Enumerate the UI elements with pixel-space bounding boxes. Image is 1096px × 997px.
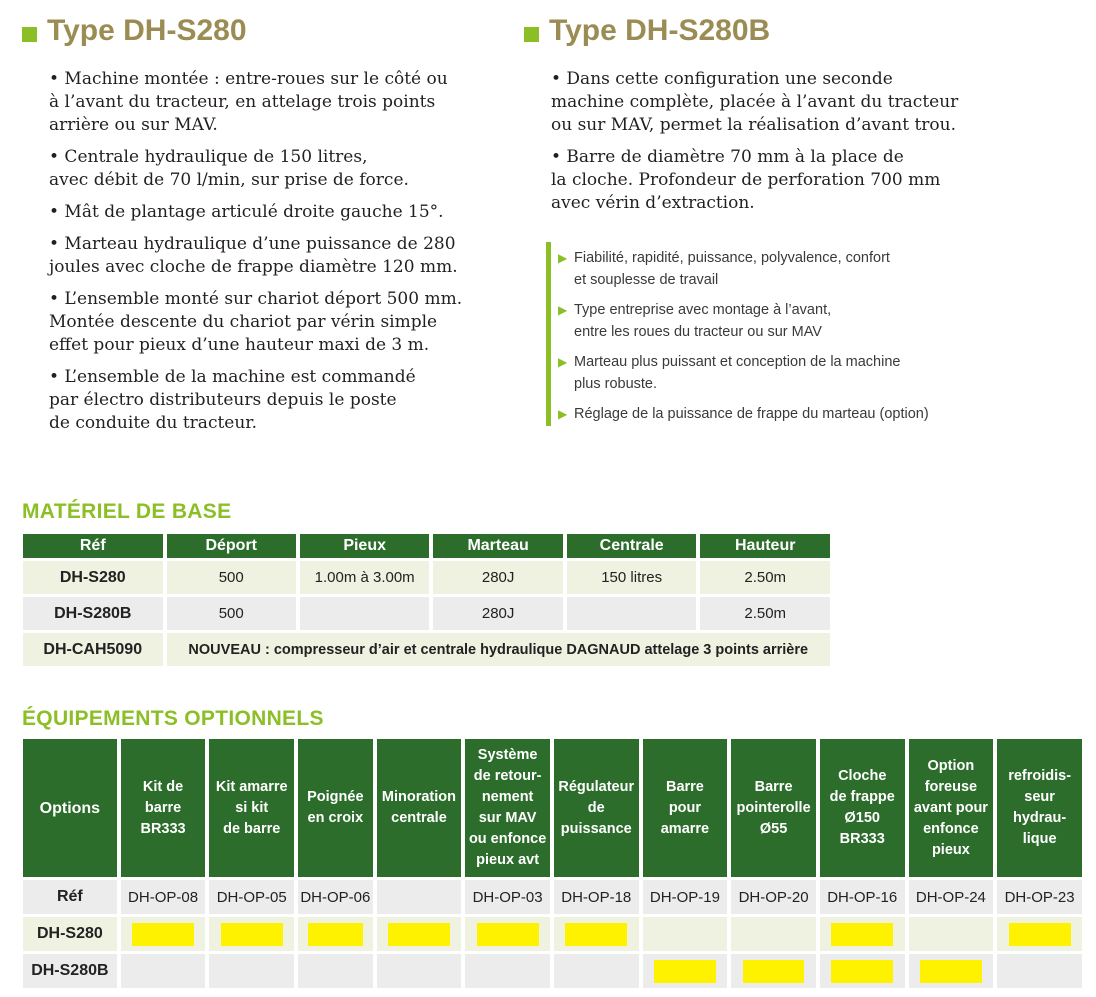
green-square-icon bbox=[22, 27, 37, 42]
highlight-text bbox=[574, 299, 831, 343]
option-cell bbox=[997, 917, 1082, 951]
option-ref-cell: DH-OP-23 bbox=[997, 880, 1082, 914]
option-header-line: Kit amarre bbox=[215, 778, 288, 795]
highlights-list bbox=[558, 247, 1078, 433]
highlight-text bbox=[574, 403, 929, 425]
availability-marker bbox=[831, 960, 893, 983]
availability-marker bbox=[477, 923, 539, 946]
option-cell bbox=[643, 917, 728, 951]
triangle-right-icon: ▶ bbox=[558, 251, 568, 265]
feature-paragraph-line: Montée descente du chariot par vérin simple bbox=[49, 312, 438, 332]
option-header-cell bbox=[377, 739, 462, 877]
table-row bbox=[23, 561, 830, 594]
triangle-right-icon: ▶ bbox=[558, 355, 568, 369]
option-cell bbox=[298, 954, 373, 988]
option-cell bbox=[820, 917, 905, 951]
feature-paragraph bbox=[551, 68, 1084, 137]
option-cell bbox=[377, 917, 462, 951]
option-header-line: amarre bbox=[660, 820, 710, 837]
feature-paragraph-line: avec vérin d’extraction. bbox=[551, 193, 755, 213]
left-paragraphs bbox=[22, 68, 492, 435]
row-ref: DH-S280 bbox=[23, 561, 163, 594]
table-cell bbox=[300, 597, 429, 630]
option-header-cell bbox=[820, 739, 905, 877]
feature-paragraph-line: ou sur MAV, permet la réalisation d’avant trou. bbox=[551, 115, 957, 135]
highlight-line: Fiabilité, rapidité, puissance, polyvalence, confort bbox=[574, 250, 890, 266]
feature-paragraph-line: à l’avant du tracteur, en attelage trois points bbox=[49, 92, 436, 112]
option-cell bbox=[554, 954, 639, 988]
base-header-row bbox=[23, 534, 830, 558]
option-header-line: Barre bbox=[754, 778, 793, 795]
table-cell: 500 bbox=[167, 561, 296, 594]
option-cell bbox=[465, 954, 550, 988]
option-header-cell bbox=[554, 739, 639, 877]
option-cell bbox=[997, 954, 1082, 988]
feature-paragraph-line: joules avec cloche de frappe diamètre 120 mm. bbox=[49, 257, 458, 277]
option-ref-cell: DH-OP-20 bbox=[731, 880, 816, 914]
table-row bbox=[23, 597, 830, 630]
option-header-line: pointerolle bbox=[736, 799, 811, 816]
option-header-cell bbox=[209, 739, 294, 877]
option-cell bbox=[121, 917, 206, 951]
options-title: ÉQUIPEMENTS OPTIONNELS bbox=[22, 707, 324, 730]
option-header-line: nement bbox=[481, 789, 534, 805]
option-cell bbox=[377, 954, 462, 988]
base-header-cell: Réf bbox=[23, 534, 163, 558]
highlight-line: Réglage de la puissance de frappe du marteau (option) bbox=[574, 406, 929, 422]
triangle-right-icon: ▶ bbox=[558, 407, 568, 421]
table-cell: 1.00m à 3.00m bbox=[300, 561, 429, 594]
option-header-line: Ø150 bbox=[844, 810, 880, 826]
option-header-line: de barre bbox=[223, 820, 281, 837]
option-header-cell bbox=[909, 739, 994, 877]
base-equipment-title: MATÉRIEL DE BASE bbox=[22, 500, 232, 523]
options-header-label bbox=[23, 739, 117, 877]
feature-paragraph-line: • Centrale hydraulique de 150 litres, bbox=[49, 147, 368, 167]
option-header-line: refroidis- bbox=[1008, 768, 1072, 784]
table-row bbox=[23, 917, 1082, 951]
option-cell bbox=[121, 954, 206, 988]
feature-paragraph bbox=[551, 146, 1084, 215]
highlight-item bbox=[558, 247, 1078, 291]
base-header-cell: Centrale bbox=[567, 534, 697, 558]
option-header-line: pieux avt bbox=[476, 852, 540, 868]
option-header-line: avant pour bbox=[913, 799, 988, 816]
row-ref: DH-CAH5090 bbox=[23, 633, 163, 666]
right-title: Type DH-S280B bbox=[524, 14, 1084, 48]
feature-paragraph bbox=[49, 233, 492, 279]
option-header-cell bbox=[298, 739, 373, 877]
feature-paragraph-line: • Marteau hydraulique d’une puissance de 280 bbox=[49, 234, 456, 254]
availability-marker bbox=[221, 923, 283, 946]
option-header-line: Minoration bbox=[381, 789, 456, 805]
triangle-right-icon: ▶ bbox=[558, 303, 568, 317]
option-cell bbox=[554, 917, 639, 951]
row-ref: DH-S280B bbox=[23, 597, 163, 630]
availability-marker bbox=[388, 923, 450, 946]
feature-paragraph-line: arrière ou sur MAV. bbox=[49, 115, 218, 135]
availability-marker bbox=[565, 923, 627, 946]
option-cell bbox=[820, 954, 905, 988]
feature-paragraph bbox=[49, 146, 492, 192]
option-header-line: enfonce bbox=[923, 820, 979, 837]
option-header-line: Régulateur bbox=[558, 778, 635, 795]
row-ref: DH-S280B bbox=[23, 954, 117, 988]
availability-marker bbox=[132, 923, 194, 946]
option-header-line: pieux bbox=[931, 841, 970, 858]
table-cell bbox=[567, 597, 697, 630]
feature-paragraph bbox=[49, 201, 492, 224]
availability-marker bbox=[743, 960, 805, 983]
availability-marker bbox=[831, 923, 893, 946]
feature-paragraph-line: • Mât de plantage articulé droite gauche 15°. bbox=[49, 202, 444, 222]
row-ref: Réf bbox=[23, 880, 117, 914]
option-header-line: centrale bbox=[391, 810, 447, 826]
option-ref-cell: DH-OP-18 bbox=[554, 880, 639, 914]
highlight-text bbox=[574, 247, 890, 291]
feature-paragraph bbox=[49, 68, 492, 137]
highlight-item bbox=[558, 299, 1078, 343]
table-row bbox=[23, 633, 830, 666]
row-ref: DH-S280 bbox=[23, 917, 117, 951]
feature-paragraph-line: effet pour pieux d’une hauteur maxi de 3 m. bbox=[49, 335, 430, 355]
feature-paragraph-line: de conduite du tracteur. bbox=[49, 413, 257, 433]
base-header-cell: Pieux bbox=[300, 534, 429, 558]
option-header-line: si kit bbox=[235, 799, 269, 816]
highlight-text bbox=[574, 351, 900, 395]
feature-paragraph-line: machine complète, placée à l’avant du tracteur bbox=[551, 92, 959, 112]
table-cell: 2.50m bbox=[700, 561, 830, 594]
option-cell bbox=[731, 954, 816, 988]
feature-paragraph-line: • L’ensemble de la machine est commandé bbox=[49, 367, 416, 387]
availability-marker bbox=[654, 960, 716, 983]
option-header-line: Options bbox=[39, 799, 101, 817]
table-cell: 280J bbox=[433, 561, 563, 594]
highlight-item bbox=[558, 403, 1078, 425]
highlight-line: entre les roues du tracteur ou sur MAV bbox=[574, 324, 822, 340]
option-header-line: de retour- bbox=[473, 768, 542, 784]
option-header-cell bbox=[643, 739, 728, 877]
table-row bbox=[23, 954, 1082, 988]
option-header-line: Ø55 bbox=[759, 820, 788, 837]
table-cell: 500 bbox=[167, 597, 296, 630]
option-header-line: pour bbox=[668, 799, 702, 816]
green-square-icon bbox=[524, 27, 539, 42]
table-row bbox=[23, 880, 1082, 914]
new-product-note: NOUVEAU : compresseur d’air et centrale hydraulique DAGNAUD attelage 3 points arrière bbox=[167, 633, 830, 666]
table-cell: 150 litres bbox=[567, 561, 697, 594]
option-ref-cell: DH-OP-06 bbox=[298, 880, 373, 914]
option-header-cell bbox=[997, 739, 1082, 877]
highlight-line: Type entreprise avec montage à l’avant, bbox=[574, 302, 832, 318]
option-ref-cell bbox=[377, 880, 462, 914]
option-ref-cell: DH-OP-03 bbox=[465, 880, 550, 914]
option-header-line: Poignée bbox=[307, 789, 364, 805]
availability-marker bbox=[308, 923, 362, 946]
highlight-line: et souplesse de travail bbox=[574, 272, 719, 288]
feature-paragraph-line: avec débit de 70 l/min, sur prise de force. bbox=[49, 170, 409, 190]
option-header-line: Système bbox=[477, 747, 538, 763]
availability-marker bbox=[1009, 923, 1071, 946]
option-cell bbox=[909, 917, 994, 951]
option-ref-cell: DH-OP-24 bbox=[909, 880, 994, 914]
option-ref-cell: DH-OP-05 bbox=[209, 880, 294, 914]
option-header-line: Barre bbox=[665, 778, 704, 795]
option-header-line: lique bbox=[1022, 831, 1057, 847]
option-cell bbox=[209, 954, 294, 988]
feature-paragraph-line: par électro distributeurs depuis le poste bbox=[49, 390, 397, 410]
option-cell bbox=[209, 917, 294, 951]
table-cell: 2.50m bbox=[700, 597, 830, 630]
option-cell bbox=[909, 954, 994, 988]
option-header-line: foreuse bbox=[924, 778, 978, 795]
highlight-line: Marteau plus puissant et conception de la machine bbox=[574, 354, 901, 370]
option-header-line: seur bbox=[1024, 789, 1055, 805]
table-cell: 280J bbox=[433, 597, 563, 630]
option-header-line: ou enfonce bbox=[468, 831, 547, 847]
option-header-line: BR333 bbox=[140, 820, 186, 837]
option-header-line: Cloche bbox=[838, 768, 887, 784]
options-table bbox=[19, 736, 1086, 991]
option-header-cell bbox=[731, 739, 816, 877]
left-column bbox=[22, 14, 492, 444]
availability-marker bbox=[920, 960, 982, 983]
right-column bbox=[524, 14, 1084, 224]
option-ref-cell: DH-OP-08 bbox=[121, 880, 206, 914]
option-cell bbox=[465, 917, 550, 951]
option-header-line: BR333 bbox=[839, 831, 885, 847]
highlights-bar bbox=[546, 242, 551, 426]
option-header-cell bbox=[121, 739, 206, 877]
feature-paragraph-line: la cloche. Profondeur de perforation 700 mm bbox=[551, 170, 941, 190]
highlight-line: plus robuste. bbox=[574, 376, 658, 392]
option-ref-cell: DH-OP-19 bbox=[643, 880, 728, 914]
option-cell bbox=[298, 917, 373, 951]
option-header-line: en croix bbox=[307, 810, 364, 826]
base-header-cell: Hauteur bbox=[700, 534, 830, 558]
option-header-line: hydrau- bbox=[1013, 810, 1067, 826]
left-title: Type DH-S280 bbox=[22, 14, 492, 48]
option-cell bbox=[731, 917, 816, 951]
option-header-line: barre bbox=[144, 799, 182, 816]
base-header-cell: Marteau bbox=[433, 534, 563, 558]
option-header-line: Kit de bbox=[142, 778, 184, 795]
option-header-line: Option bbox=[927, 757, 975, 774]
feature-paragraph-line: • Barre de diamètre 70 mm à la place de bbox=[551, 147, 904, 167]
option-header-line: de frappe bbox=[829, 789, 895, 805]
option-header-cell bbox=[465, 739, 550, 877]
right-paragraphs bbox=[524, 68, 1084, 215]
option-header-line: de bbox=[587, 799, 605, 816]
feature-paragraph-line: • Dans cette configuration une seconde bbox=[551, 69, 893, 89]
options-header-row bbox=[23, 739, 1082, 877]
option-header-line: sur MAV bbox=[478, 810, 537, 826]
feature-paragraph-line: • Machine montée : entre-roues sur le côté ou bbox=[49, 69, 448, 89]
option-header-line: puissance bbox=[560, 820, 632, 837]
option-cell bbox=[643, 954, 728, 988]
feature-paragraph bbox=[49, 288, 492, 357]
feature-paragraph-line: • L’ensemble monté sur chariot déport 500 mm. bbox=[49, 289, 463, 309]
highlight-item bbox=[558, 351, 1078, 395]
feature-paragraph bbox=[49, 366, 492, 435]
option-ref-cell: DH-OP-16 bbox=[820, 880, 905, 914]
base-header-cell: Déport bbox=[167, 534, 296, 558]
base-equipment-table bbox=[19, 531, 834, 669]
